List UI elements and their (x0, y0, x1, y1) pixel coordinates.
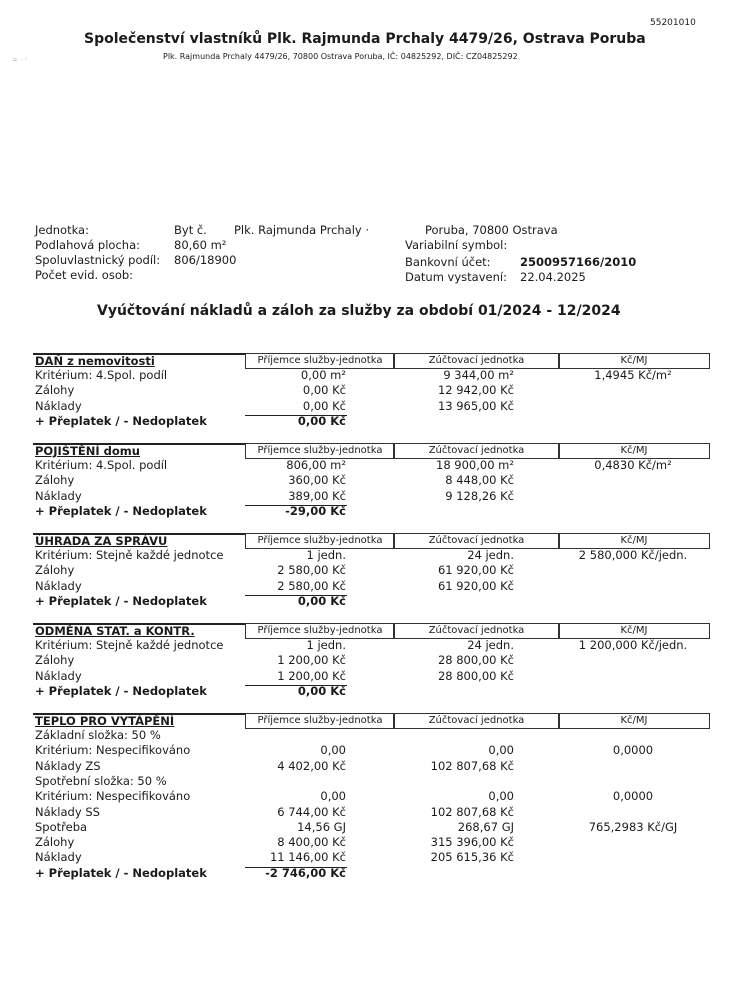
row-label: Základní složka: 50 % (35, 728, 161, 742)
balance-label: + Přeplatek / - Nedoplatek (35, 593, 207, 608)
balance-value: -29,00 Kč (285, 503, 346, 518)
unit-total-value: 0,00 (488, 789, 514, 804)
recipient-value: 360,00 Kč (288, 473, 346, 488)
sum-underline (245, 867, 347, 868)
sum-underline (245, 595, 347, 596)
ownership-share-label: Spoluvlastnický podíl: (35, 253, 161, 267)
section-title: ÚHRADA ZA SPRÁVU (35, 534, 168, 548)
row-label: Zálohy (35, 653, 75, 668)
issue-date-value: 22.04.2025 (520, 270, 586, 284)
row-label: Náklady (35, 668, 82, 683)
row-label: Zálohy (35, 473, 75, 488)
unit-total-value: 13 965,00 Kč (437, 398, 514, 413)
recipient-value: 0,00 (320, 789, 346, 804)
column-header-recipient: Příjemce služby-jednotka (245, 533, 395, 549)
unit-address: Poruba, 70800 Ostrava (425, 223, 558, 237)
column-header-unit: Zúčtovací jednotka (393, 713, 560, 729)
unit-total-value: 8 448,00 Kč (445, 473, 514, 488)
per-unit-value: 0,0000 (612, 789, 654, 804)
sum-underline (245, 505, 347, 506)
row-label: Zálohy (35, 835, 75, 850)
balance-value: 0,00 Kč (297, 413, 346, 428)
unit-total-value: 9 344,00 m² (443, 368, 514, 382)
column-header-per-unit: Kč/MJ (558, 713, 710, 729)
balance-value: 0,00 Kč (297, 593, 346, 608)
sum-underline (245, 685, 347, 686)
column-header-unit: Zúčtovací jednotka (393, 353, 560, 369)
column-header-unit: Zúčtovací jednotka (393, 533, 560, 549)
balance-label: + Přeplatek / - Nedoplatek (35, 413, 207, 428)
row-label: Zálohy (35, 383, 75, 398)
unit-total-value: 28 800,00 Kč (437, 653, 514, 668)
unit-value: Byt č. (174, 223, 207, 237)
section-title: TEPLO PRO VYTÁPĚNÍ (35, 714, 175, 728)
per-unit-value: 0,0000 (612, 743, 654, 758)
recipient-value: 0,00 Kč (302, 383, 346, 398)
column-header-per-unit: Kč/MJ (558, 443, 710, 459)
section-title: DAŇ z nemovitosti (35, 354, 155, 368)
recipient-value: 1 jedn. (306, 548, 346, 562)
unit-total-value: 24 jedn. (467, 548, 514, 562)
row-label: Zálohy (35, 563, 75, 578)
statement-title: Vyúčtování nákladů a záloh za služby za období 01/2024 - 12/2024 (97, 303, 621, 319)
row-label: Kritérium: Stejně každé jednotce (35, 638, 224, 652)
balance-label: + Přeplatek / - Nedoplatek (35, 503, 207, 518)
unit-total-value: 12 942,00 Kč (437, 383, 514, 398)
recipient-value: 6 744,00 Kč (277, 804, 346, 819)
unit-total-value: 61 920,00 Kč (437, 578, 514, 593)
balance-value: -2 746,00 Kč (265, 865, 346, 880)
unit-total-value: 102 807,68 Kč (430, 804, 514, 819)
recipient-value: 2 580,00 Kč (277, 578, 346, 593)
floor-area-label: Podlahová plocha: (35, 238, 140, 252)
sum-underline (245, 415, 347, 416)
per-unit-value: 0,4830 Kč/m² (594, 458, 672, 472)
recipient-value: 0,00 m² (300, 368, 346, 382)
recipient-value: 11 146,00 Kč (269, 850, 346, 865)
unit-total-value: 28 800,00 Kč (437, 668, 514, 683)
column-header-per-unit: Kč/MJ (558, 623, 710, 639)
row-label: Spotřeba (35, 819, 88, 834)
per-unit-value: 1,4945 Kč/m² (594, 368, 672, 382)
column-header-recipient: Příjemce služby-jednotka (245, 443, 395, 459)
row-label: Náklady ZS (35, 758, 101, 773)
recipient-value: 1 200,00 Kč (277, 668, 346, 683)
column-header-per-unit: Kč/MJ (558, 353, 710, 369)
row-label: Náklady (35, 850, 82, 865)
ownership-share-value: 806/18900 (174, 253, 237, 267)
floor-area-value: 80,60 m² (174, 238, 227, 252)
balance-label: + Přeplatek / - Nedoplatek (35, 865, 207, 880)
row-label: Kritérium: 4.Spol. podíl (35, 368, 168, 382)
balance-label: + Přeplatek / - Nedoplatek (35, 683, 207, 698)
column-header-per-unit: Kč/MJ (558, 533, 710, 549)
column-header-recipient: Příjemce služby-jednotka (245, 353, 395, 369)
unit-total-value: 61 920,00 Kč (437, 563, 514, 578)
section-title: ODMĚNA STAT. a KONTR. (35, 624, 195, 638)
unit-total-value: 0,00 (488, 743, 514, 758)
recipient-value: 1 jedn. (306, 638, 346, 652)
balance-value: 0,00 Kč (297, 683, 346, 698)
row-label: Kritérium: Stejně každé jednotce (35, 548, 224, 562)
recipient-value: 0,00 (320, 743, 346, 758)
column-header-unit: Zúčtovací jednotka (393, 443, 560, 459)
unit-total-value: 9 128,26 Kč (445, 488, 514, 503)
unit-total-value: 268,67 GJ (457, 819, 514, 834)
column-header-recipient: Příjemce služby-jednotka (245, 623, 395, 639)
recipient-value: 2 580,00 Kč (277, 563, 346, 578)
recipient-value: 0,00 Kč (302, 398, 346, 413)
recipient-value: 389,00 Kč (288, 488, 346, 503)
per-unit-value: 765,2983 Kč/GJ (588, 819, 678, 834)
unit-label: Jednotka: (35, 223, 89, 237)
row-label: Náklady SS (35, 804, 100, 819)
scan-artifact: = · ᐟ (12, 56, 28, 64)
persons-label: Počet evid. osob: (35, 268, 134, 282)
row-label: Kritérium: 4.Spol. podíl (35, 458, 168, 472)
recipient-value: 14,56 GJ (297, 819, 346, 834)
row-label: Kritérium: Nespecifikováno (35, 743, 191, 758)
unit-total-value: 315 396,00 Kč (430, 835, 514, 850)
variable-symbol-label: Variabilní symbol: (405, 238, 508, 252)
organization-name: Společenství vlastníků Plk. Rajmunda Prchaly 4479/26, Ostrava Poruba (84, 31, 646, 47)
recipient-value: 806,00 m² (286, 458, 346, 472)
per-unit-value: 2 580,000 Kč/jedn. (578, 548, 688, 562)
unit-total-value: 205 615,36 Kč (430, 850, 514, 865)
unit-street: Plk. Rajmunda Prchaly · (234, 223, 370, 237)
unit-total-value: 24 jedn. (467, 638, 514, 652)
issue-date-label: Datum vystavení: (405, 270, 507, 284)
bank-account-value: 2500957166/2010 (520, 255, 637, 269)
row-label: Náklady (35, 398, 82, 413)
recipient-value: 1 200,00 Kč (277, 653, 346, 668)
recipient-value: 4 402,00 Kč (277, 758, 346, 773)
row-label: Spotřební složka: 50 % (35, 773, 167, 788)
column-header-unit: Zúčtovací jednotka (393, 623, 560, 639)
bank-account-label: Bankovní účet: (405, 255, 491, 269)
row-label: Kritérium: Nespecifikováno (35, 789, 191, 804)
column-header-recipient: Příjemce služby-jednotka (245, 713, 395, 729)
section-title: POJIŠTĚNÍ domu (35, 444, 140, 458)
document-id: 55201010 (650, 18, 696, 28)
per-unit-value: 1 200,000 Kč/jedn. (578, 638, 688, 652)
row-label: Náklady (35, 488, 82, 503)
unit-total-value: 18 900,00 m² (436, 458, 514, 472)
organization-details: Plk. Rajmunda Prchaly 4479/26, 70800 Ostrava Poruba, IČ: 04825292, DIČ: CZ04825292 (163, 52, 518, 61)
row-label: Náklady (35, 578, 82, 593)
recipient-value: 8 400,00 Kč (277, 835, 346, 850)
unit-total-value: 102 807,68 Kč (430, 758, 514, 773)
